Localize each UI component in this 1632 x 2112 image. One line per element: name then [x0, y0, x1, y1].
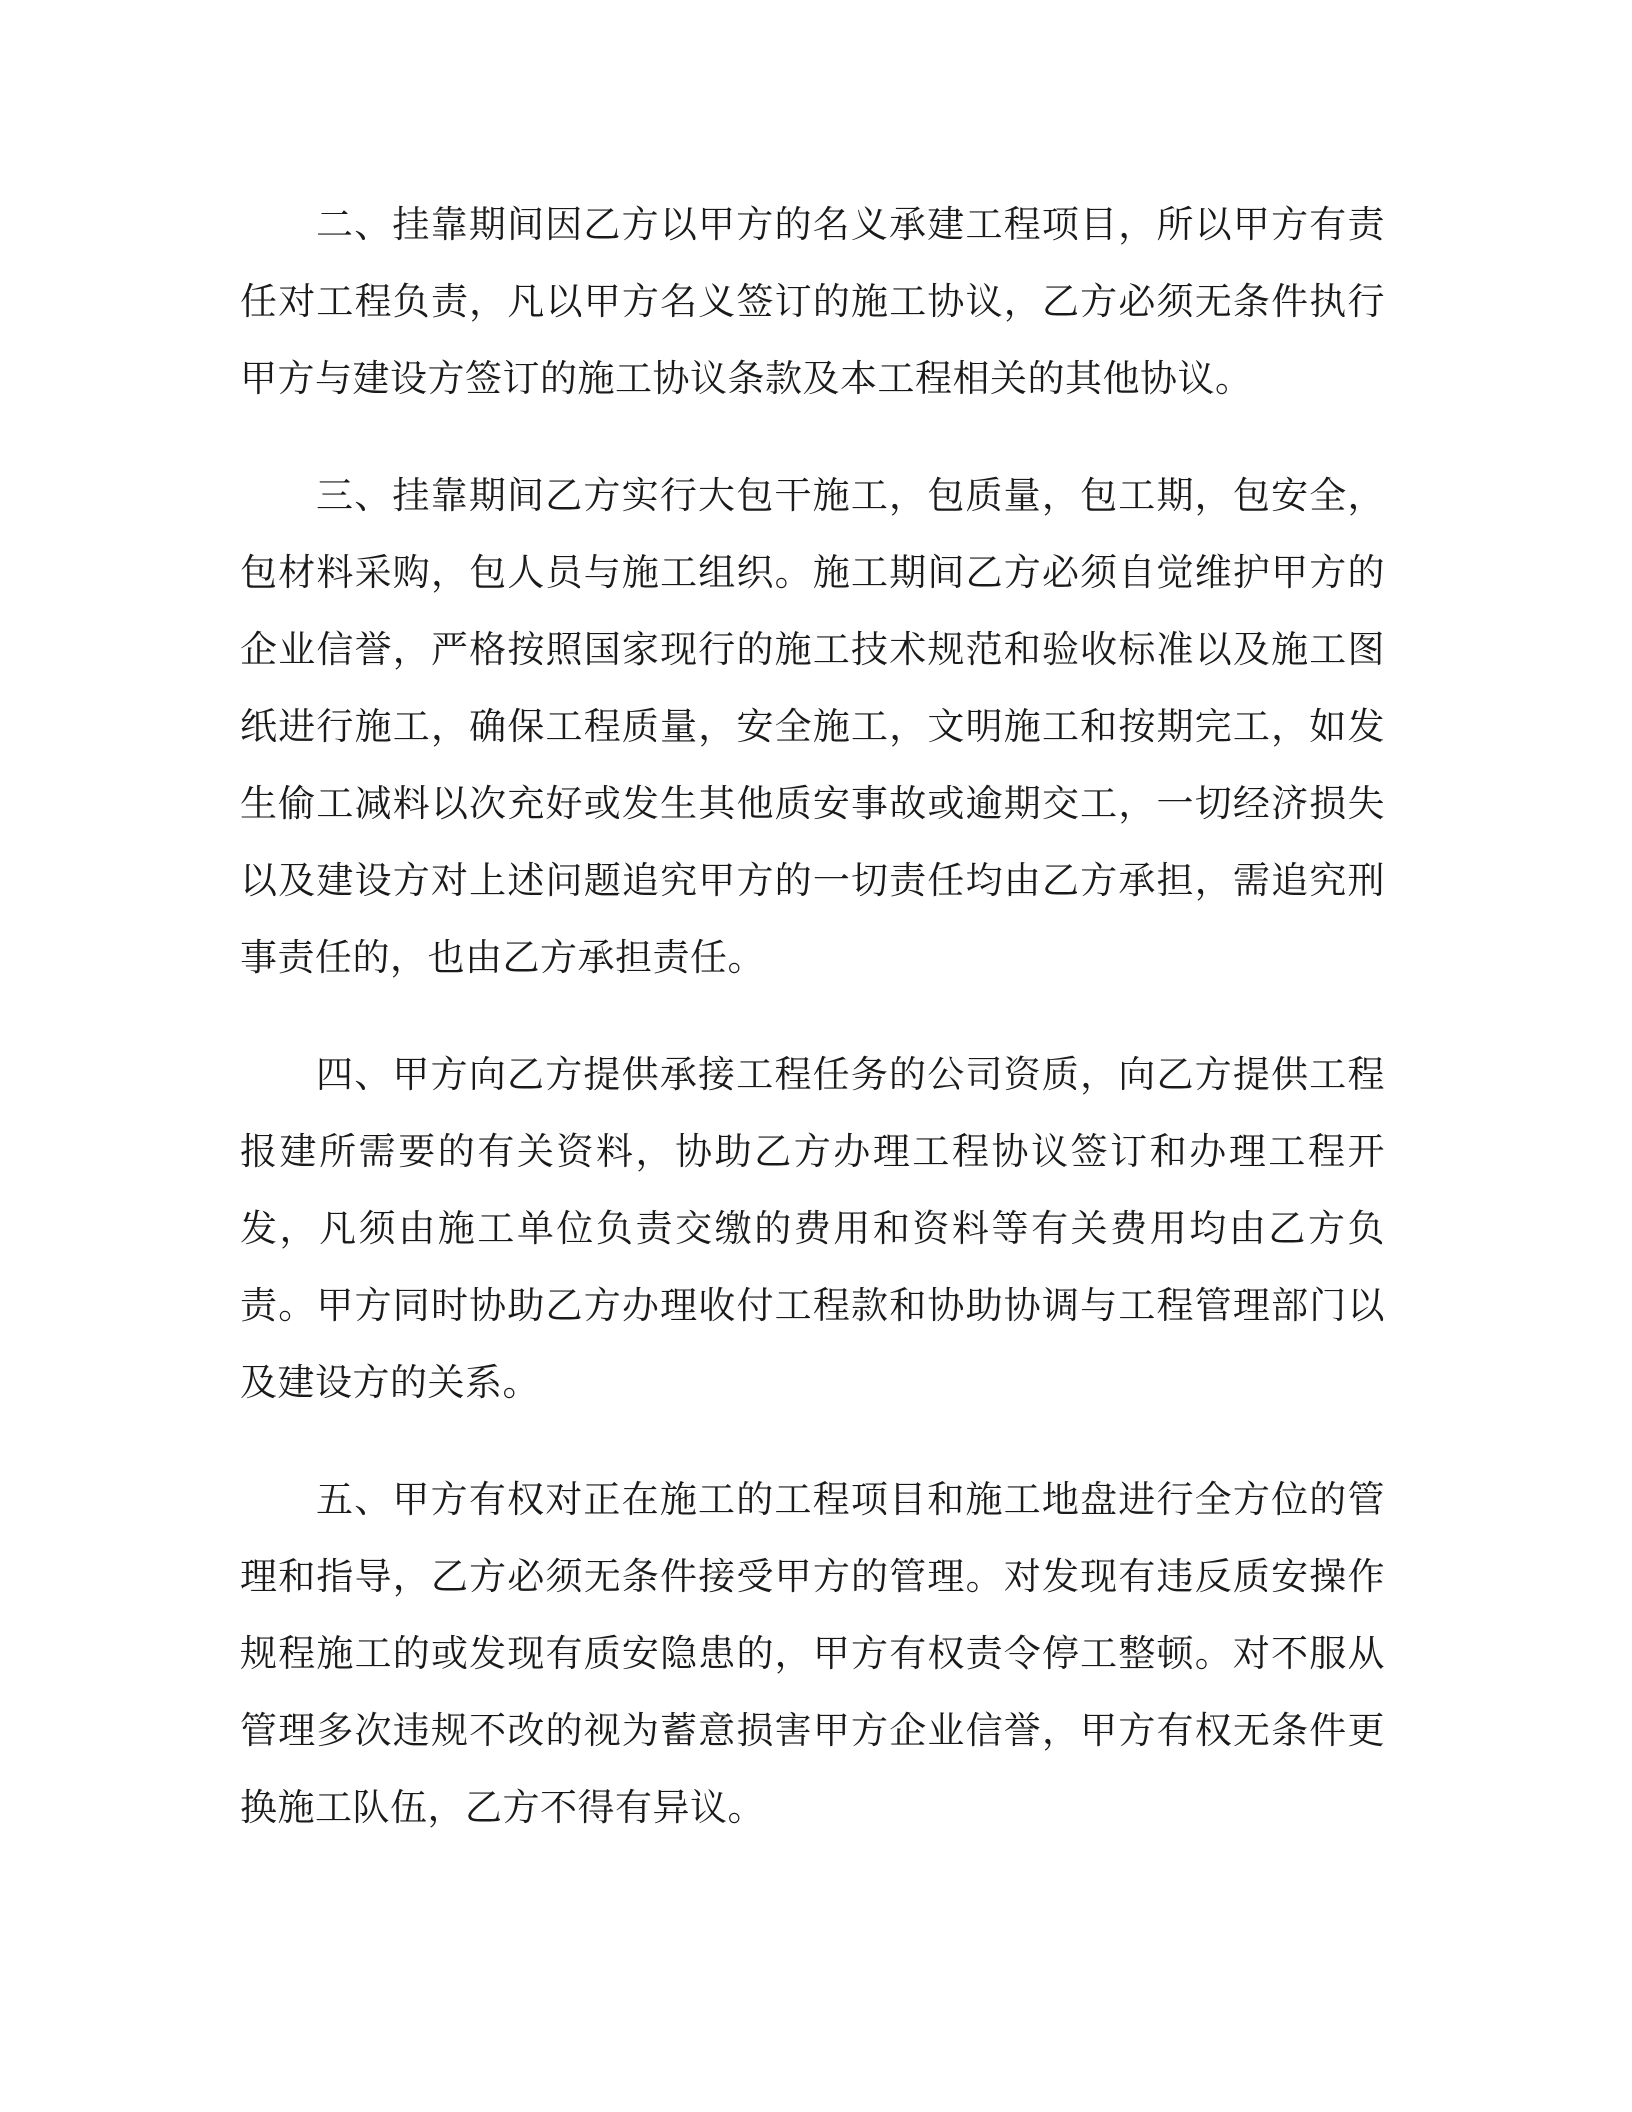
clause-2-paragraph: 二、挂靠期间因乙方以甲方的名义承建工程项目，所以甲方有责任对工程负责，凡以甲方名义签订的施工协议，乙方必须无条件执行甲方与建设方签订的施工协议条款及本工程相关的其他协议。	[240, 203, 1385, 400]
document-body	[240, 186, 1385, 1886]
clause-5-paragraph: 五、甲方有权对正在施工的工程项目和施工地盘进行全方位的管理和指导，乙方必须无条件接受甲方的管理。对发现有违反质安操作规程施工的或发现有质安隐患的，甲方有权责令停工整顿。对不服从管理多次违规不改的视为蓄意损害甲方企业信誉，甲方有权无条件更换施工队伍，乙方不得有异议。	[240, 1478, 1385, 1829]
clause-3-paragraph: 三、挂靠期间乙方实行大包干施工，包质量，包工期，包安全，包材料采购，包人员与施工组织。施工期间乙方必须自觉维护甲方的企业信誉，严格按照国家现行的施工技术规范和验收标准以及施工图纸进行施工，确保工程质量，安全施工，文明施工和按期完工，如发生偷工减料以次充好或发生其他质安事故或逾期交工，一切经济损失以及建设方对上述问题追究甲方的一切责任均由乙方承担，需追究刑事责任的，也由乙方承担责任。	[240, 474, 1385, 979]
clause-4-paragraph: 四、甲方向乙方提供承接工程任务的公司资质，向乙方提供工程报建所需要的有关资料，协助乙方办理工程协议签订和办理工程开发，凡须由施工单位负责交缴的费用和资料等有关费用均由乙方负责。甲方同时协助乙方办理收付工程款和协助协调与工程管理部门以及建设方的关系。	[240, 1053, 1385, 1404]
